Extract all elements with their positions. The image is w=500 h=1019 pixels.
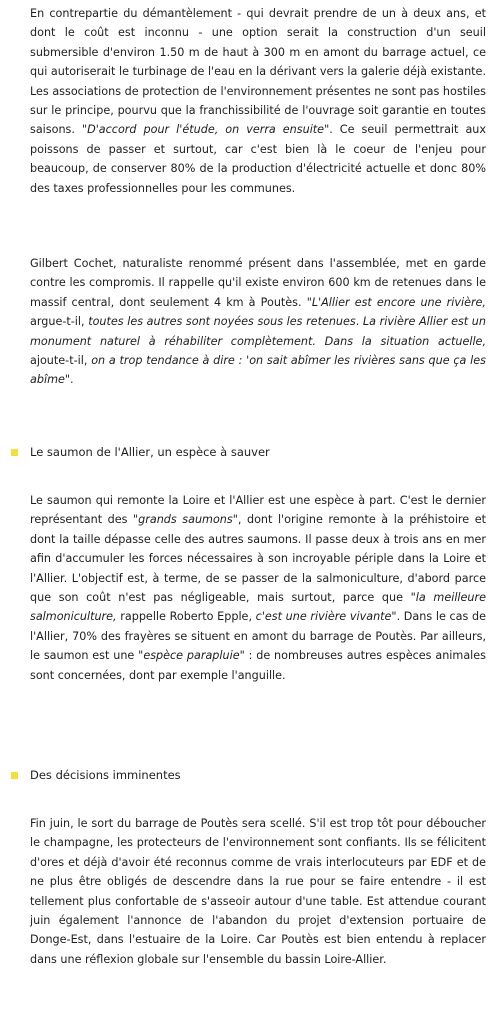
text: : de nombreuses autres espèces animales sont concernées, dont par exemple l'anguille. (30, 649, 486, 682)
section-heading-decisions (11, 767, 481, 783)
text: . (355, 315, 363, 329)
paragraph-saumon (30, 491, 486, 685)
square-bullet-icon (11, 772, 18, 779)
text: . Dans le cas de l'Allier, 70% des frayères se situent en amont du barrage de Poutès. Par ailleurs, le saumon est une (30, 610, 486, 663)
text: rappelle Roberto Epple, (116, 610, 256, 624)
text: argue-t-il, (30, 315, 89, 329)
square-bullet-icon (11, 449, 18, 456)
text: Fin juin, le sort du barrage de Poutès sera scellé. S'il est trop tôt pour déboucher le champagne, les protecteurs de l'environnement sont confiants. Ils se félicitent d'ores et déjà d'avoir été reconnus comme de vrais interlocuteurs par EDF et de ne plus être obligés de descendre dans la rue pour se faire entendre - il est tellement plus confortable de s'asseoir autour d'une table. Est attendue courant juin également l'annonce de l'abandon du projet d'extension portuaire de Donge-Est, dans l'estuaire de la Loire. Car Poutès est bien entendu à replacer dans une réflexion globale sur l'ensemble du bassin Loire-Allier. (30, 817, 486, 966)
quote: "espèce parapluie" (138, 649, 245, 663)
text: ajoute-t-il, (30, 354, 92, 368)
quote: "grands saumons" (133, 513, 238, 527)
heading-text: Le saumon de l'Allier, un espèce à sauver (30, 445, 270, 459)
paragraph-dismantling (30, 4, 486, 198)
quote: La rivière Allier est un monument naturel à réhabiliter complètement. Dans la situation actuelle, (30, 315, 486, 348)
text: . Ce seuil permettrait aux poissons de passer et surtout, car c'est bien là le coeur de l'enjeu pour beaucoup, de conserver 80% de la production d'électricité actuelle et donc 80% des taxes professionnelles pour les communes. (30, 123, 487, 195)
quote: "D'accord pour l'étude, on verra ensuite" (81, 123, 330, 137)
paragraph-decisions (30, 814, 486, 969)
section-heading-saumon (11, 444, 481, 460)
text: Le saumon qui remonte la Loire et l'Allier est une espèce à part. C'est le dernier représentant des (30, 494, 486, 527)
text: Gilbert Cochet, naturaliste renommé présent dans l'assemblée, met en garde contre les compromis. Il rappelle qu'il existe environ 600 km de retenues dans le massif central, dont seulement 4 km à Poutès. (30, 257, 486, 309)
quote: on a trop tendance à dire : 'on sait abîmer les rivières sans que ça les abîme" (30, 354, 486, 387)
text: , dont l'origine remonte à la préhistoire et dont la taille dépasse celle des autres saumons. Il passe deux à trois ans en mer afin d'accumuler les forces nécessaires à son incroyable périple dans la Loire et l'Allier. L'objectif est, à terme, de se passer de la salmoniculture, d'abord parce que son coût n'est pas négligeable, mais surtout, parce que (30, 513, 486, 605)
quote: "la meilleure salmoniculture, (30, 591, 486, 624)
text: En contrepartie du démantèlement - qui devrait prendre de un à deux ans, et dont le coût est inconnu - une option serait la construction d'un seuil submersible d'environ 1.50 m de haut à 300 m en amont du barrage actuel, ce qui autoriserait le turbinage de l'eau en la dérivant vers la galerie déjà existante. Les associations de protection de l'environnement présentes ne sont pas hostiles sur le principe, pourvu que la franchissibilité de l'ouvrage soit garantie en toutes saisons. (30, 7, 486, 137)
paragraph-gilbert-cochet (30, 254, 486, 390)
quote: c'est une rivière vivante" (255, 610, 397, 624)
text: . (70, 373, 74, 387)
quote: "L'Allier est encore une rivière, (306, 295, 486, 309)
quote: toutes les autres sont noyées sous les retenues (88, 315, 356, 329)
heading-text: Des décisions imminentes (30, 768, 181, 782)
